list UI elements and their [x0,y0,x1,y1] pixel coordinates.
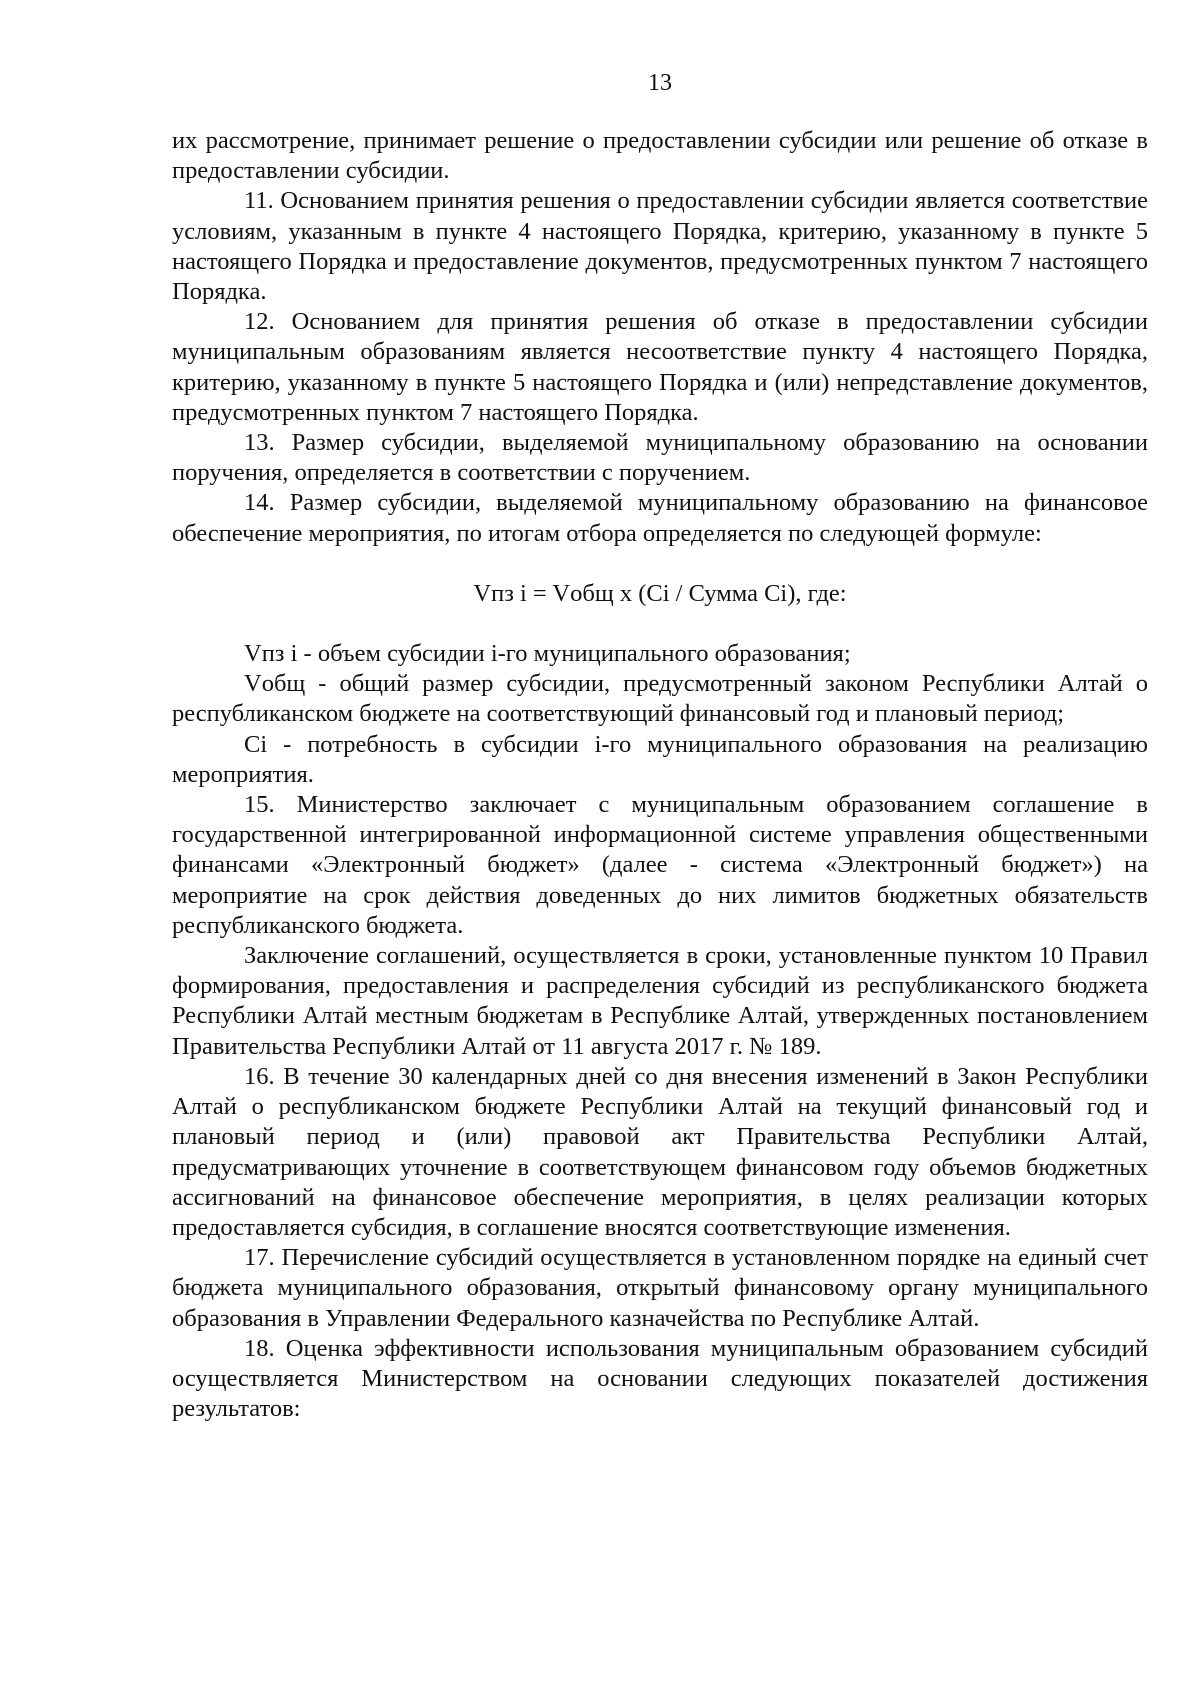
definition-vpz: Vпз i - объем субсидии i-го муниципального образования; [244,640,851,668]
paragraph-13: 13. Размер субсидии, выделяемой муниципальному образованию на основании поручения, определяется в соответствии с поручением. [172,429,1148,487]
paragraph-15: 15. Министерство заключает с муниципальным образованием соглашение в государственной интегрированной информационной системе управления общественными финансами «Электронный бюджет» (далее - система «Электронный бюджет») на мероприятие на срок действия доведенных до них лимитов бюджетных обязательств республиканского бюджета. [172,791,1148,939]
paragraph-12: 12. Основанием для принятия решения об отказе в предоставлении субсидии муниципальным образованиям является несоответствие пункту 4 настоящего Порядка, критерию, указанному в пункте 5 настоящего Порядка и (или) непредставление документов, предусмотренных пунктом 7 настоящего Порядка. [172,308,1148,426]
paragraph-16: 16. В течение 30 календарных дней со дня внесения изменений в Закон Республики Алтай о республиканском бюджете Республики Алтай на текущий финансовый год и плановый период и (или) правовой акт Правительства Республики Алтай, предусматривающих уточнение в соответствующем финансовом году объемов бюджетных ассигнований на финансовое обеспечение мероприятия, в целях реализации которых предоставляется субсидия, в соглашение вносятся соответствующие изменения. [172,1062,1148,1241]
page-number: 13 [648,70,672,96]
paragraph-11: 11. Основанием принятия решения о предоставлении субсидии является соответствие условиям, указанным в пункте 4 настоящего Порядка, критерию, указанному в пункте 5 настоящего Порядка и предоставление документов, предусмотренных пунктом 7 настоящего Порядка. [172,187,1148,306]
definition-ci: Ci - потребность в субсидии i-го муниципального образования на реализацию мероприятия. [172,730,1148,788]
paragraph-18: 18. Оценка эффективности использования муниципальным образованием субсидий осуществляется Министерством на основании следующих показателей достижения результатов: [172,1334,1148,1423]
paragraph-15-agreement-terms: Заключение соглашений, осуществляется в сроки, установленные пунктом 10 Правил формирования, предоставления и распределения субсидий из республиканского бюджета Республики Алтай местным бюджетам в Республике Алтай, утвержденных постановлением Правительства Республики Алтай от 11 августа 2017 г. № 189. [172,942,1148,1060]
paragraph-17: 17. Перечисление субсидий осуществляется в установленном порядке на единый счет бюджета муниципального образования, открытый финансовому органу муниципального образования в Управлении Федерального казначейства по Республике Алтай. [172,1244,1148,1332]
subsidy-formula: Vпз i = Vобщ x (Ci / Сумма Ci), где: [473,579,847,607]
paragraph-14: 14. Размер субсидии, выделяемой муниципальному образованию на финансовое обеспечение мероприятия, по итогам отбора определяется по следующей формуле: [172,489,1148,547]
document-body [172,126,1148,1424]
definition-vobsh: Vобщ - общий размер субсидии, предусмотренный законом Республики Алтай о республиканском бюджете на соответствующий финансовый год и плановый период; [172,670,1148,728]
paragraph-continuation: их рассмотрение, принимает решение о предоставлении субсидии или решение об отказе в предоставлении субсидии. [172,127,1148,185]
